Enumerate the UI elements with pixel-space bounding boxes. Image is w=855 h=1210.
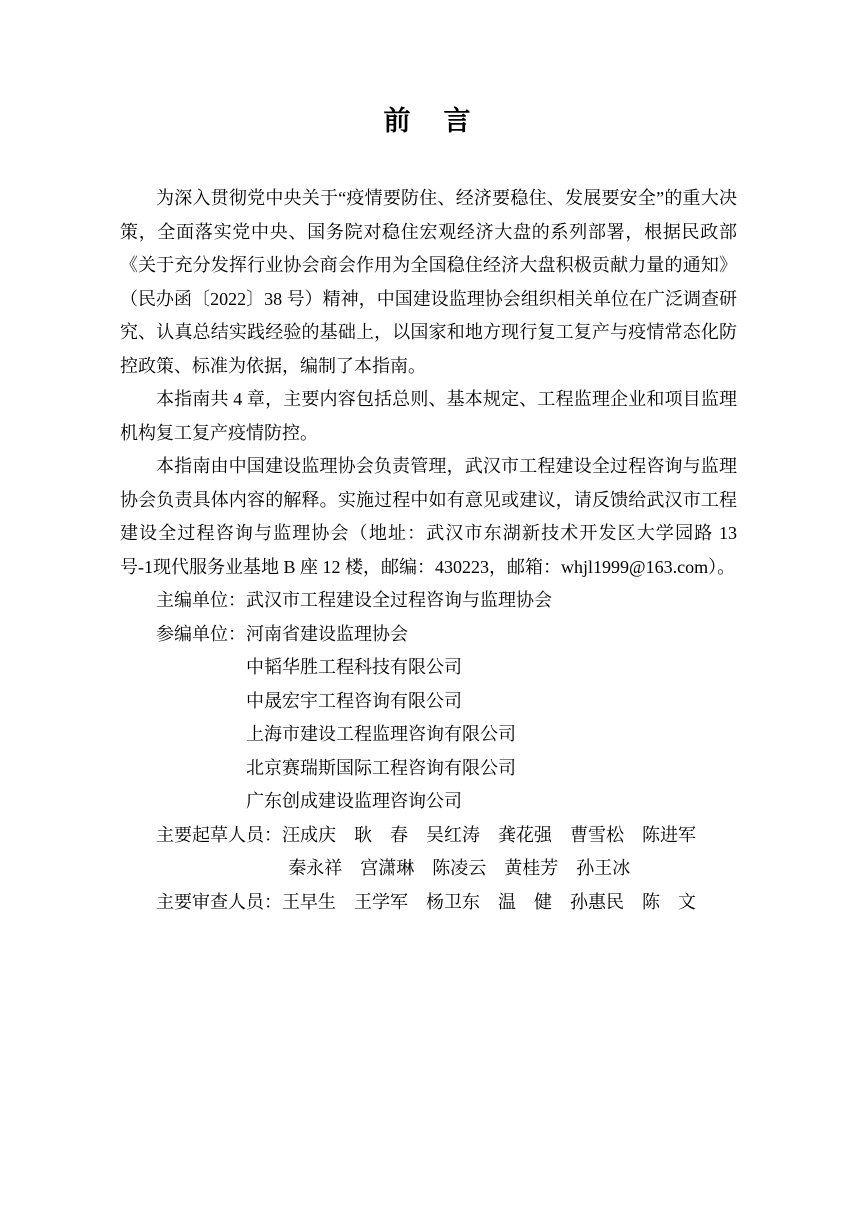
drafters-label: 主要起草人员： [156,824,282,845]
co-editor-item: 河南省建设监理协会 [246,623,408,644]
co-editors-first-line [120,618,737,652]
paragraph-contents: 本指南共 4 章，主要内容包括总则、基本规定、工程监理企业和项目监理机构复工复产疫情防控。 [120,389,737,443]
chief-editor-value: 武汉市工程建设全过程咨询与监理协会 [246,590,552,610]
drafters-names-row: 汪成庆 耿 春 吴红涛 龚花强 曹雪松 陈进军 [282,824,696,845]
page-content [120,102,737,919]
page-title: 前 言 [383,106,474,136]
drafters-names-row: 秦永祥 宫潇琳 陈凌云 黄桂芳 孙王冰 [288,858,631,878]
co-editors-label: 参编单位： [156,623,246,644]
reviewers-label: 主要审查人员： [156,891,282,912]
paragraph-management: 本指南由中国建设监理协会负责管理，武汉市工程建设全过程咨询与监理协会负责具体内容的解释。实施过程中如有意见或建议，请反馈给武汉市工程建设全过程咨询与监理协会（地址：武汉市东湖新技术开发区大学园路 13 号-1现代服务业基地 B 座 12 楼，邮编：430223，邮箱：whjl1999@163.com）。 [120,456,737,577]
reviewers-line [120,886,737,920]
chief-editor-label: 主编单位： [156,590,246,610]
reviewers-names-row: 王早生 王学军 杨卫东 温 健 孙惠民 陈 文 [282,891,696,912]
paragraph-intro: 为深入贯彻党中央关于“疫情要防住、经济要稳住、发展要安全”的重大决策，全面落实党中央、国务院对稳住宏观经济大盘的系列部署，根据民政部《关于充分发挥行业协会商会作用为全国稳住经济大盘积极贡献力量的通知》（民办函〔2022〕38 号）精神，中国建设监理协会组织相关单位在广泛调查研究、认真总结实践经验的基础上，以国家和地方现行复工复产与疫情常态化防控政策、标准为依据，编制了本指南。 [120,188,737,376]
co-editor-item: 上海市建设工程监理咨询有限公司 [246,724,516,744]
co-editor-item: 北京赛瑞斯国际工程咨询有限公司 [246,757,516,778]
drafters-block [120,819,737,886]
co-editor-item: 中韬华胜工程科技有限公司 [246,657,462,677]
co-editors-block [120,618,737,819]
drafters-first-line [120,819,737,853]
chief-editor-line [120,584,737,618]
document-body [120,182,737,919]
co-editor-item: 广东创成建设监理咨询公司 [246,791,462,811]
co-editor-item: 中晟宏宇工程咨询有限公司 [246,690,462,711]
